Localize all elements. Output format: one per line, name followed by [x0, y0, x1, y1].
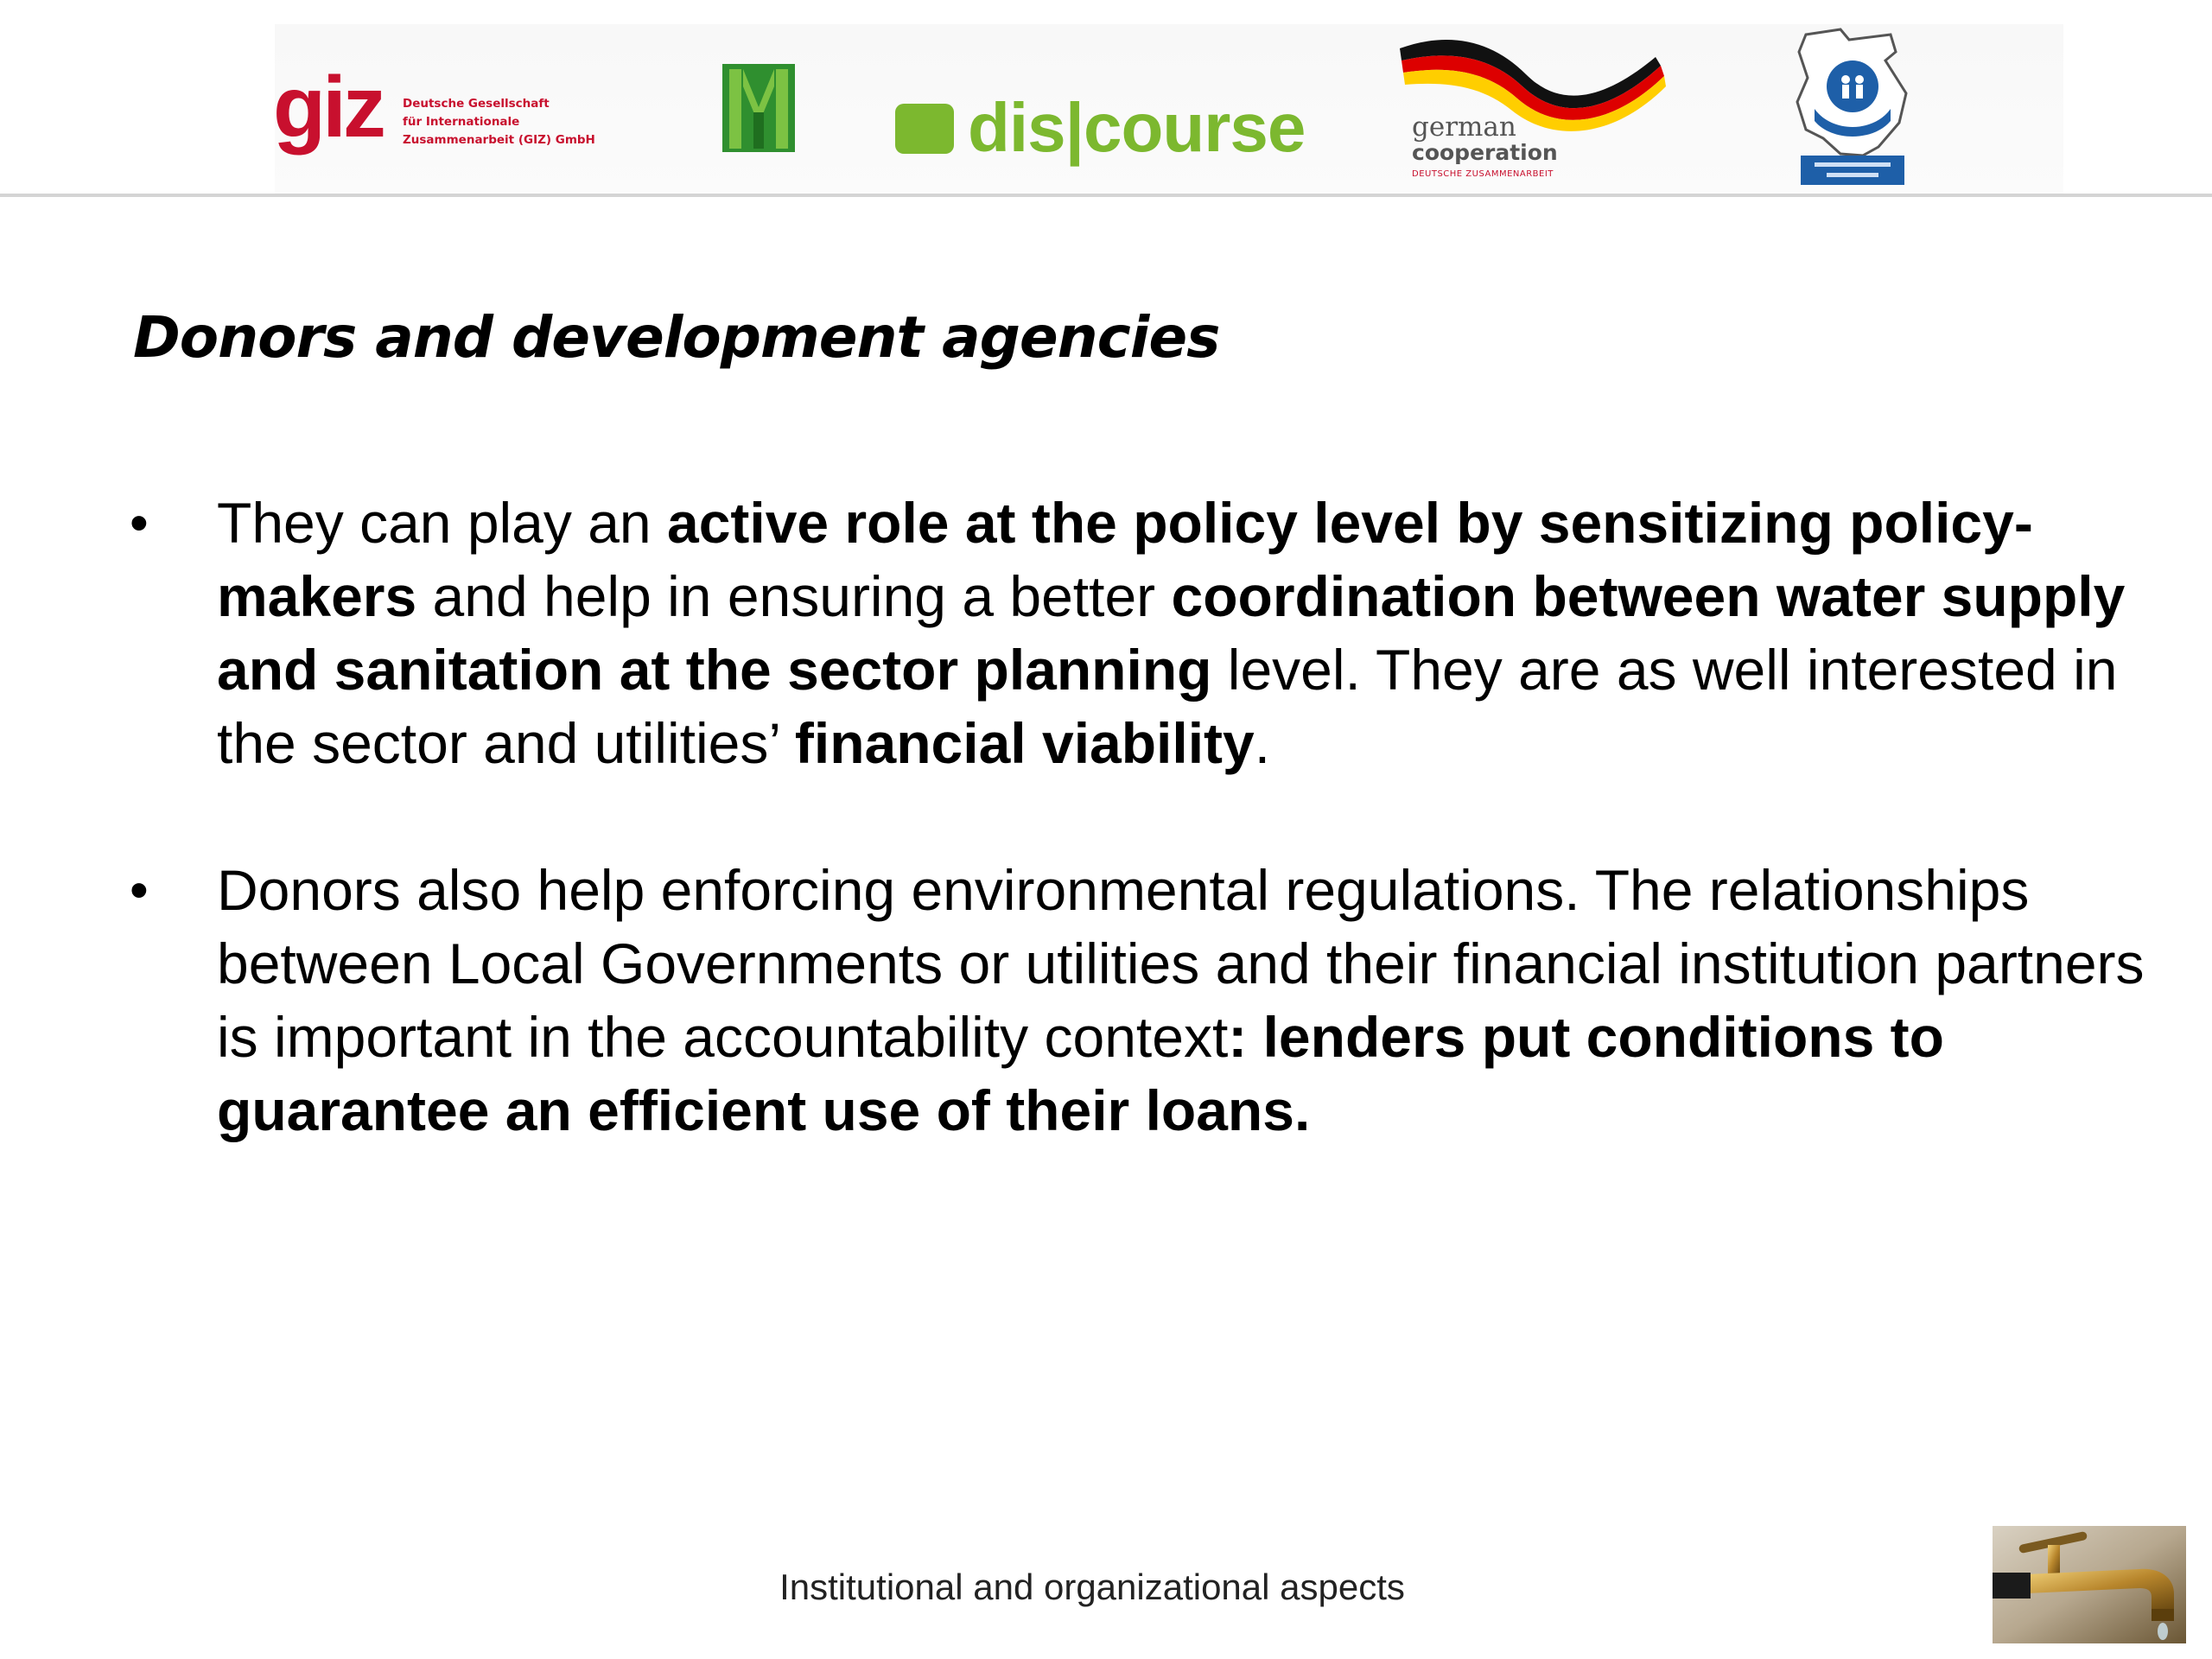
german-logo-word: german: [1412, 111, 1516, 143]
bullet-1-segment-5: level. They are as well interested in the sector and utilities’: [217, 638, 2118, 775]
bullet-1-segment-1: They can play an: [217, 491, 667, 555]
deutsche-zusammenarbeit-text: DEUTSCHE ZUSAMMENARBEIT: [1412, 169, 1554, 179]
giz-subtitle-line-2: für Internationale: [403, 115, 520, 129]
bullet-item: [130, 854, 2145, 1147]
giz-logo-subtitle: [403, 95, 627, 149]
bullet-1-segment-6: financial viability: [794, 711, 1255, 775]
discourse-logo-icon: [895, 104, 954, 154]
giz-logo: [273, 59, 619, 175]
bullet-text: [217, 486, 2161, 780]
bullet-1-segment-2: active role at the policy level by sensitizing policy-makers: [217, 491, 2033, 628]
bullet-2-segment-1: Donors also help enforcing environmental regulations. The relationships between Local Governments or utilities and their financial institution partners is important in the accountability context: [217, 858, 2145, 1069]
bullet-icon: •: [130, 861, 149, 920]
discourse-logo-word: dis|course: [968, 89, 1306, 166]
water-tap-photo-icon: [1993, 1526, 2186, 1643]
green-m-logo-icon: [722, 64, 795, 152]
slide-title: Donors and development agencies: [133, 304, 1220, 371]
discourse-logo: [895, 89, 1306, 166]
kenya-water-trust-fund-logo-icon: [1789, 26, 1916, 190]
bullet-item: [130, 486, 2126, 780]
bullet-text: [217, 854, 2161, 1147]
giz-subtitle-line-1: Deutsche Gesellschaft: [403, 97, 550, 111]
bullet-1-segment-3: and help in ensuring a better: [416, 564, 1172, 628]
giz-logo-word: giz: [273, 59, 383, 156]
giz-subtitle-line-3: Zusammenarbeit (GIZ) GmbH: [403, 133, 595, 147]
german-cooperation-logo: [1396, 31, 1673, 190]
footer-caption: Institutional and organizational aspects: [779, 1567, 1405, 1607]
bullet-1-segment-7: .: [1254, 711, 1271, 775]
bullet-icon: •: [130, 493, 149, 553]
cooperation-logo-word: cooperation: [1412, 140, 1558, 165]
bullet-1-segment-4: coordination between water supply and sanitation at the sector planning: [217, 564, 2126, 702]
bullet-2-segment-2: : lenders put conditions to guarantee an efficient use of their loans.: [217, 1005, 1944, 1142]
bullet-list: [130, 486, 2145, 1221]
